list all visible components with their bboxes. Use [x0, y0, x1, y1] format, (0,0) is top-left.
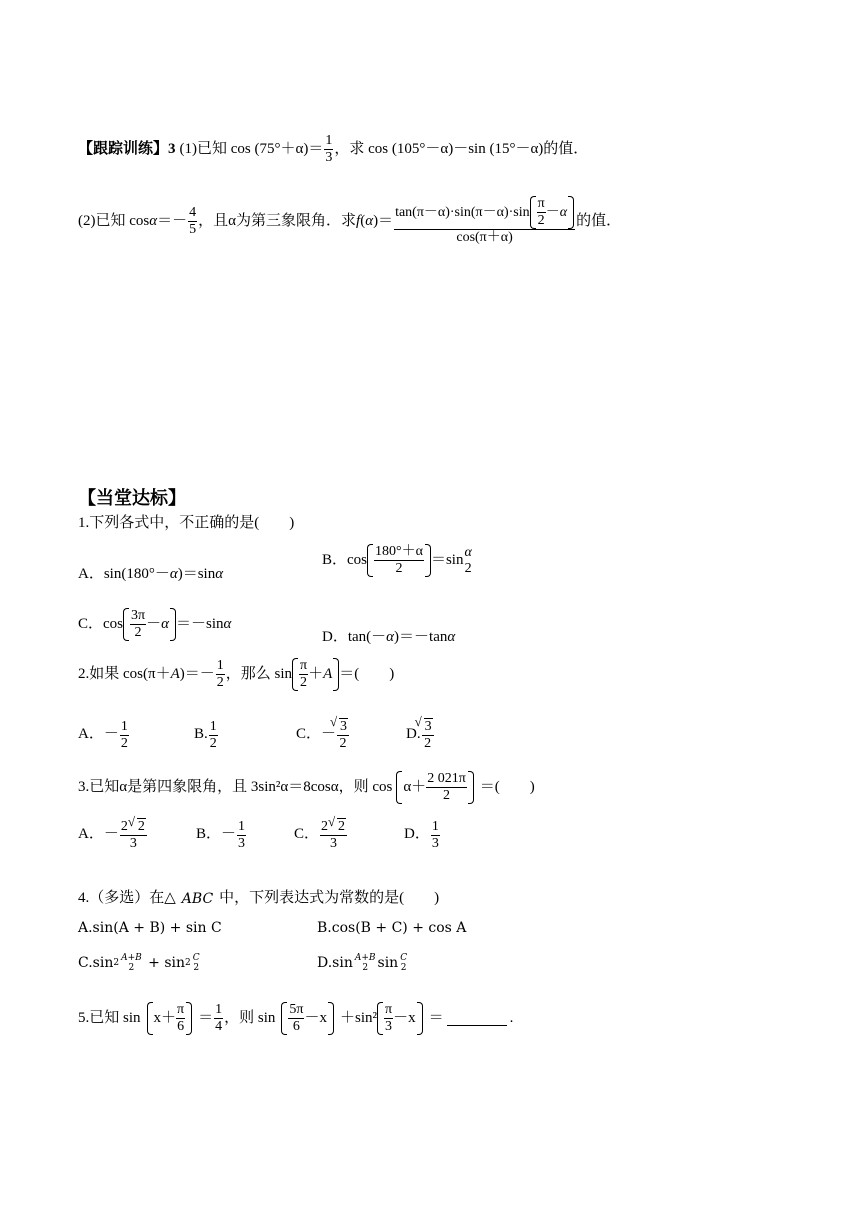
q1-opt-a: A．sin(180°－ α )＝sin α — [78, 566, 224, 582]
q3-stem: 3.已知α是第四象限角，且 3sin²α＝8cosα，则 cos α＋ $\frac{2 021\pi}{2}$ ＝( ) — [78, 771, 535, 804]
big-fraction: tan(π－α)·sin(π－α)·sin $\frac{\pi}{2}$ － α cos(π＋α) — [394, 196, 575, 246]
q3-opt-b: B．－ $\frac{1}{3}$ — [196, 818, 246, 851]
q2-opt-c: C．－ √ $\frac{3}{2}$ — [296, 718, 406, 752]
q4-stem: 4.（多选）在△ ABC 中，下列表达式为常数的是( ) — [78, 890, 440, 907]
fraction: $\frac{1}{3}$ — [325, 133, 333, 166]
q3-opt-a: A．－ $\frac{2√ 2}{3}$ — [78, 818, 196, 852]
section-title: 【当堂达标】 — [78, 488, 186, 508]
q1-opt-b: B．cos $\frac{180^\circ+\alpha}{2}$ ＝sin α 2 — [322, 544, 472, 577]
q4-opt-d: D.sin A+B 2 sin C 2 — [317, 953, 408, 974]
q2-opt-d: D. √ $\frac{3}{2}$ — [406, 718, 435, 752]
q5-stem: 5.已知 sin x ＋ $\frac{\pi}{6}$ ＝ $\frac{1}{4}$ ，则 sin $\frac{5\pi}{6}$ － x ＋sin² $\frac{\pi}{3}$ － x ＝ . — [78, 1002, 514, 1035]
trace-q2: (2)已知 cos α ＝－ $\frac{4}{5}$ ，且α为第三象限角．求 f ( α )＝ tan(π－α)·sin(π－α)·sin $\frac{\pi}{2}$ － α cos(π＋α) 的值． — [78, 196, 622, 246]
fraction: $\frac{4}{5}$ — [189, 204, 197, 237]
q4-opt-b: B.cos(B + C) + cos A — [317, 920, 467, 936]
trace-q2-prefix: (2)已知 cos — [78, 212, 150, 229]
trace-q1-suffix: ，求 cos (105°－α)－sin (15°－α)的值． — [334, 140, 589, 157]
q2-opt-a: A．－ $\frac{1}{2}$ — [78, 718, 128, 751]
q3-options — [78, 818, 441, 852]
trace-q1-prefix: (1)已知 cos (75°＋α)＝ — [179, 140, 324, 157]
q2-opt-b: B. $\frac{1}{2}$ — [194, 718, 217, 751]
q1-stem: 1.下列各式中，不正确的是( ) — [78, 515, 295, 531]
q3-opt-c: C． $\frac{2√ 2}{3}$ — [294, 818, 404, 852]
paren: $\frac{\pi}{2}$ － α — [530, 196, 574, 229]
q3-opt-d: D． $\frac{1}{3}$ — [404, 818, 439, 851]
q2-stem: 2.如果 cos(π＋ A )＝－ $\frac{1}{2}$ ，那么 sin $\frac{\pi}{2}$ ＋ A ＝( ) — [78, 658, 395, 691]
q1-opt-d: D．tan(－ α )＝－tan α — [322, 629, 456, 645]
trace-heading: 【跟踪训练】3 — [78, 140, 176, 157]
trace-q1 — [78, 133, 588, 166]
q1-opt-c: C．cos $\frac{3\pi}{2}$ － α ＝－sin α — [78, 608, 232, 641]
q4-opt-a: A.sin(A + B) + sin C — [78, 920, 222, 936]
q4-opt-c: C.sin 2 A+B 2 + sin 2 C 2 — [78, 953, 200, 974]
q2-options — [78, 718, 435, 752]
answer-blank[interactable] — [447, 1011, 507, 1026]
